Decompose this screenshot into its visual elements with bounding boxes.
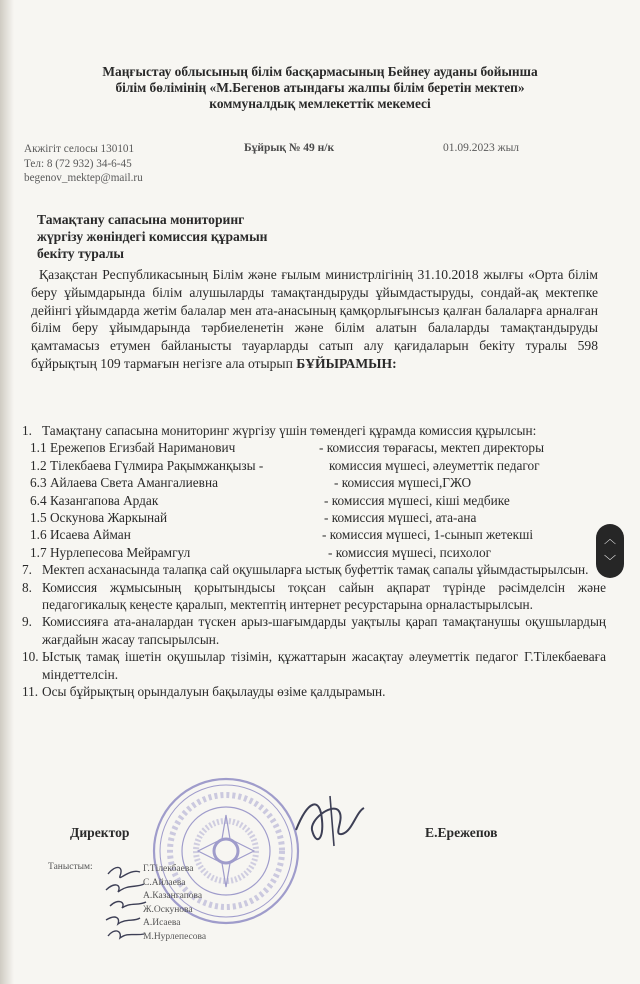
member-name: 1.7 Нурлепесова Мейрамгул (30, 544, 191, 560)
school-contacts (24, 142, 143, 186)
acquainted-name: М.Нурлепесова (143, 931, 207, 942)
order-date: 01.09.2023 жыл (443, 142, 520, 154)
member-role: - комиссия мүшесі,ГЖО (334, 475, 472, 491)
member-role: комиссия мүшесі, әлеуметтік педагог (329, 457, 540, 473)
member-name: 1.6 Исаева Айман (30, 527, 131, 543)
acquainted-name: Г.Тілекбаева (143, 864, 194, 874)
member-name: 1.1 Ережепов Егизбай Нариманович (30, 440, 236, 456)
item-number: 8. (22, 579, 32, 595)
email: begenov_mektep@mail.ru (24, 172, 143, 184)
acquainted-label: Таныстым: (48, 862, 93, 872)
acquainted-name: Ж.Оскунова (143, 904, 193, 915)
item-text: Осы бұйрықтың орындалуын бақылауды өзіме қалдырамын. (42, 683, 386, 699)
acquainted-name: А.Исаева (143, 918, 181, 929)
subject-line-3: бекіту туралы (37, 246, 124, 261)
basis-text: Қазақстан Республикасының Білім және ғылым министрлігінің 31.10.2018 жылғы «Орта білім беру ұйымдарында білім алушыларды тамақтандыруды ұйымдастыруды, сондай-ақ мектепке дейінгі ұйымдарда жетім балалар мен ата-анасының қамқорлығынсыз қалған балаларға арналған білім беру ұйымдарында тәрбиеленетін және білім алатын балаларды тамақтандыруды қамтамасыз етумен байланысты тауарларды сатып алу қағидаларын бекіту туралы 598 бұйрықтың 109 тармағын негізге ала отырып (31, 267, 598, 371)
acquainted-name: С.Айлаева (143, 877, 186, 888)
item-number: 10. (22, 649, 39, 665)
order-basis-paragraph (31, 266, 598, 373)
acquaintance-signatures (100, 862, 152, 952)
commission-member (22, 457, 606, 474)
member-role: - комиссия мүшесі, ата-ана (324, 509, 477, 525)
commission-member (22, 526, 606, 543)
order-item-11 (22, 683, 606, 700)
commission-members (22, 439, 606, 561)
order-item-7 (22, 561, 606, 578)
member-name: 1.5 Оскунова Жаркынай (30, 509, 168, 525)
order-command: БҰЙЫРАМЫН: (296, 355, 397, 371)
member-name: 6.3 Айлаева Света Амангалиевна (30, 475, 218, 491)
order-item-1 (22, 422, 606, 439)
item-text: Комиссияға ата-аналардан түскен арыз-шағымдарды уақтылы қарап тамақтанушы оқушылардың жағдайын жасау тапсырылсын. (42, 614, 606, 647)
document-header (0, 64, 640, 112)
order-subject (37, 211, 268, 262)
item-text: Мектеп асханасында талапқа сай оқушыларға ыстық буфеттік тамақ сапалы ұйымдастырылсын. (42, 562, 589, 578)
item-text: Тамақтану сапасына мониторинг жүргізу үшін төмендегі құрамда комиссия құрылсын: (42, 423, 537, 438)
signature-title: Директор (70, 825, 130, 840)
commission-member (22, 492, 606, 509)
subject-line-2: жүргізу жөніндегі комиссия құрамын (37, 229, 268, 244)
header-line-3: коммуналдық мемлекеттік мекемесі (209, 96, 431, 111)
acquainted-name: А.Казангапова (143, 891, 203, 902)
order-item-10 (22, 648, 606, 683)
member-role: - комиссия төрағасы, мектеп директоры (319, 440, 545, 456)
item-text: Ыстық тамақ ішетін оқушылар тізімін, құжаттарын жасақтау әлеуметтік педагог Г.Тілекбаеваға міндеттелсін. (42, 649, 606, 682)
chevron-down-icon[interactable]: ﹀ (603, 554, 616, 568)
order-item-9 (22, 613, 606, 648)
member-role: - комиссия мүшесі, 1-сынып жетекші (322, 527, 534, 543)
page-scroll-control[interactable] (596, 524, 624, 578)
order-items (22, 422, 606, 700)
director-signature (290, 790, 370, 850)
chevron-up-icon[interactable]: ︿ (603, 532, 616, 546)
subject-line-1: Тамақтану сапасына мониторинг (37, 212, 245, 227)
member-role: - комиссия мүшесі, кіші медбике (324, 492, 510, 508)
order-item-8 (22, 579, 606, 614)
item-number: 1. (22, 423, 32, 438)
order-number: Бұйрық № 49 н/к (244, 142, 335, 154)
header-line-1: Маңғыстау облысының білім басқармасының Бейнеу ауданы бойынша (102, 64, 538, 79)
commission-member (22, 509, 606, 526)
member-role: - комиссия мүшесі, психолог (328, 544, 492, 560)
header-line-2: білім бөлімінің «М.Бегенов атындағы жалпы білім беретін мектеп» (115, 80, 525, 95)
commission-member (22, 544, 606, 561)
signature-name: Е.Ережепов (425, 825, 498, 840)
phone: Тел: 8 (72 932) 34-6-45 (24, 157, 132, 170)
scan-edge-shadow (0, 0, 14, 984)
commission-member (22, 439, 606, 456)
commission-member (22, 474, 606, 491)
member-name: 1.2 Тілекбаева Гүлмира Рақымжанқызы - (30, 457, 264, 473)
address: Акжігіт селосы 130101 (24, 143, 135, 155)
item-number: 11. (22, 683, 39, 699)
item-number: 7. (22, 562, 32, 578)
acquainted-list (143, 863, 206, 945)
item-number: 9. (22, 614, 32, 630)
member-name: 6.4 Казангапова Ардак (30, 492, 159, 508)
item-text: Комиссия жұмысының қорытындысы тоқсан сайын ақпарат түрінде рәсімделсін және педагогикалық кеңесте қаралып, мектептің интернет ресурстарына орналастырылсын. (42, 579, 606, 612)
